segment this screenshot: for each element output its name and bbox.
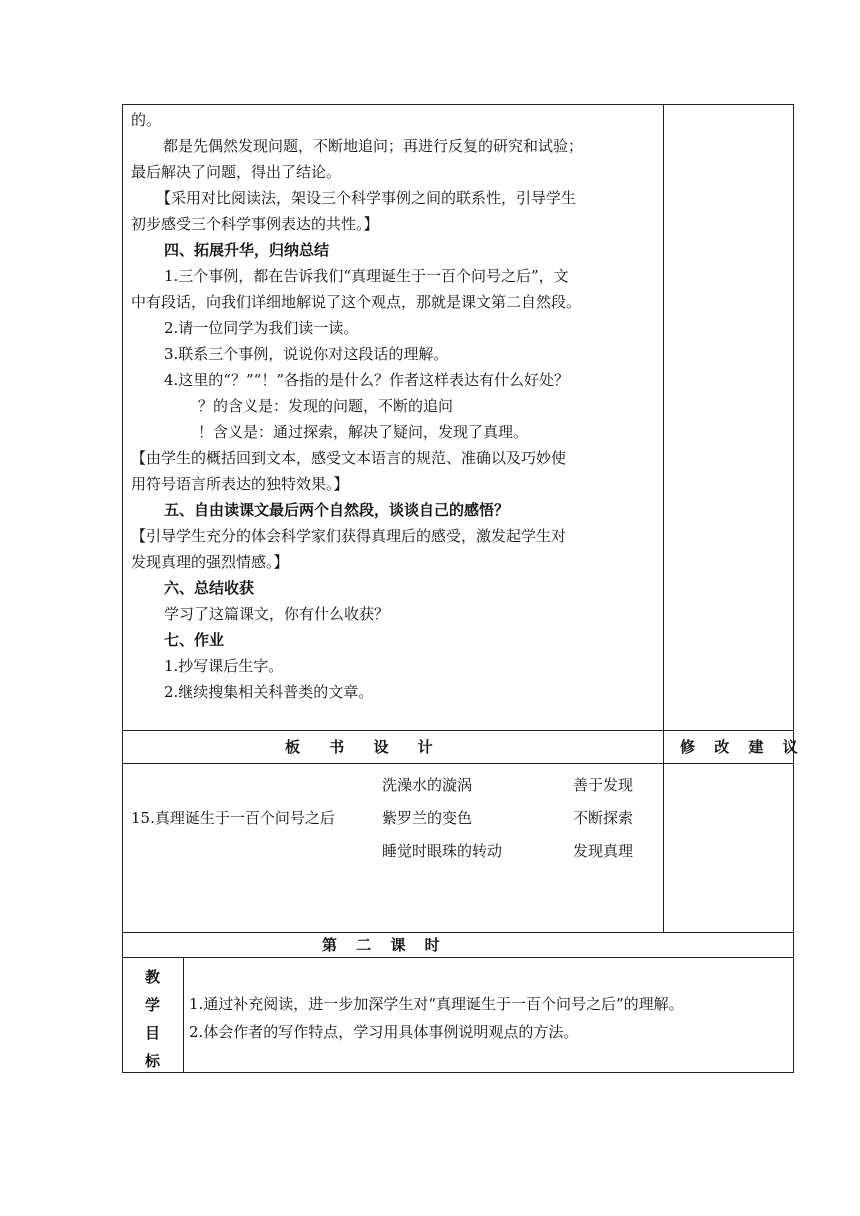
text-line: 2.继续搜集相关科普类的文章。	[164, 683, 374, 701]
goal-label	[122, 963, 183, 1075]
goal-label-char: 目	[144, 1024, 160, 1042]
text-line: 学习了这篇课文，你有什么收获？	[164, 605, 390, 623]
teaching-note: 初步感受三个科学事例表达的共性。】	[131, 215, 379, 233]
row-divider-board-header	[122, 730, 794, 731]
text-line: 1.三个事例，都在告诉我们“真理诞生于一百个问号之后”，文	[164, 267, 569, 285]
text-line: 都是先偶然发现问题，不断地追问；再进行反复的研究和试验；	[163, 137, 584, 155]
teaching-goal: 1.通过补充阅读，进一步加深学生对“真理诞生于一百个问号之后”的理解。	[189, 995, 684, 1013]
text-line: 3.联系三个事例，说说你对这段话的理解。	[164, 345, 449, 363]
teaching-note: 【引导学生充分的体会科学家们获得真理后的感受，激发起学生对	[131, 527, 567, 545]
section-heading: 四、拓展升华，归纳总结	[164, 241, 330, 259]
text-line: 1.抄写课后生字。	[164, 657, 284, 675]
teaching-note: 【采用对比阅读法，架设三个科学事例之间的联系性，引导学生	[156, 189, 577, 207]
goal-label-char: 学	[144, 996, 160, 1014]
goal-label-char: 标	[144, 1052, 160, 1070]
board-design-header: 板 书 设 计	[285, 738, 445, 756]
board-example: 紫罗兰的变色	[382, 809, 473, 827]
text-line: 2.请一位同学为我们读一读。	[164, 319, 359, 337]
table-border-bottom	[122, 1072, 794, 1073]
board-example: 洗澡水的漩涡	[382, 776, 473, 794]
text-line: ？的含义是：发现的问题，不断的追问	[198, 397, 454, 415]
revision-header: 修 改 建 议	[680, 738, 805, 756]
table-border-left	[122, 104, 123, 1073]
teaching-note: 用符号语言所表达的独特效果。】	[131, 475, 349, 493]
text-line: 最后解决了问题，得出了结论。	[131, 163, 342, 181]
teaching-goal: 2.体会作者的写作特点，学习用具体事例说明观点的方法。	[189, 1023, 579, 1041]
text-line: 4.这里的“？”“！”各指的是什么？作者这样表达有什么好处？	[164, 371, 569, 389]
goal-label-divider	[183, 957, 184, 1073]
board-example: 睡觉时眼珠的转动	[382, 842, 503, 860]
table-border-top	[122, 104, 794, 105]
board-quality: 不断探索	[573, 809, 634, 827]
section-heading: 六、总结收获	[164, 579, 255, 597]
section-heading: 五、自由读课文最后两个自然段，谈谈自己的感悟？	[164, 501, 510, 519]
board-quality: 善于发现	[573, 776, 634, 794]
board-title: 15.真理诞生于一百个问号之后	[131, 809, 335, 827]
row-divider-board-content	[122, 763, 794, 764]
board-quality: 发现真理	[573, 842, 634, 860]
teaching-note: 【由学生的概括回到文本，感受文本语言的规范、准确以及巧妙使	[131, 449, 567, 467]
column-divider	[663, 104, 664, 932]
teaching-note: 发现真理的强烈情感。】	[131, 553, 289, 571]
text-line: 中有段话，向我们详细地解说了这个观点，那就是课文第二自然段。	[131, 293, 582, 311]
second-lesson-title: 第 二 课 时	[322, 936, 447, 954]
row-divider-goals	[122, 957, 794, 958]
text-line: ！含义是：通过探索，解决了疑问，发现了真理。	[198, 423, 529, 441]
row-divider-second-lesson	[122, 932, 794, 933]
section-heading: 七、作业	[164, 631, 225, 649]
table-border-right	[793, 104, 794, 1073]
text-line: 的。	[131, 111, 162, 129]
goal-label-char: 教	[144, 968, 160, 986]
